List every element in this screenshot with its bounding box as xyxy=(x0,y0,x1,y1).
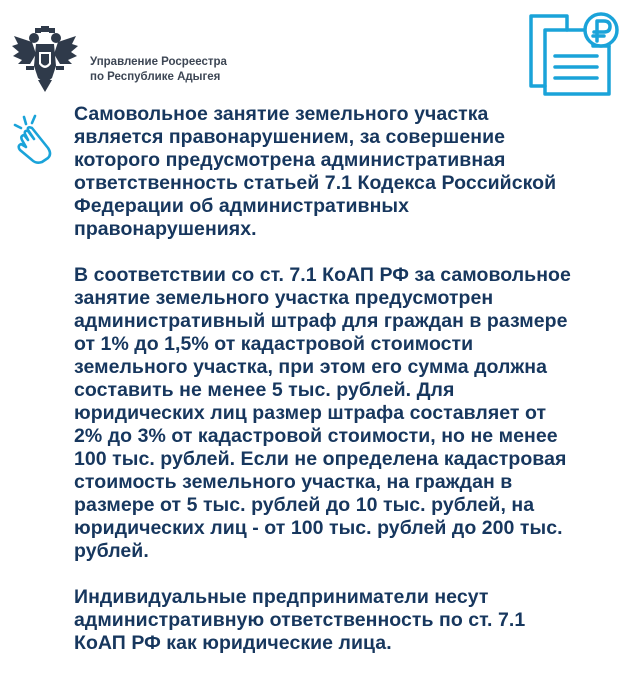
paragraph-2: В соответствии со ст. 7.1 КоАП РФ за самовольное занятие земельного участка предусмотрен административный штраф для граждан в размере от 1% до 1,5% от кадастровой стоимости земельного участка, при этом его сумма должна составить не менее 5 тыс. рублей. Для юридических лиц размер штрафа составляет от 2% до 3% от кадастровой стоимости, но не менее 100 тыс. рублей. Если не определена кадастровая стоимость земельного участка, на граждан в размере от 5 тыс. рублей до 10 тыс. рублей, на юридических лиц - от 100 тыс. рублей до 200 тыс. рублей. xyxy=(74,264,571,562)
pointing-hand-icon xyxy=(12,114,60,164)
org-name xyxy=(90,55,260,85)
document-ruble-icon xyxy=(523,10,627,98)
org-name-line1: Управление Росреестра xyxy=(90,56,227,68)
org-logo xyxy=(10,26,250,96)
paragraph-1: Самовольное занятие земельного участка является правонарушением, за совершение которого предусмотрена административная ответственность статьей 7.1 Кодекса Российской Федерации об административных правонарушениях. xyxy=(74,103,557,240)
double-headed-eagle-emblem-icon xyxy=(10,26,80,94)
paragraph-3: Индивидуальные предприниматели несут административную ответственность по ст. 7.1 КоАП РФ как юридические лица. xyxy=(74,586,526,654)
main-text xyxy=(74,103,634,678)
org-name-line2: по Республике Адыгея xyxy=(90,71,221,83)
